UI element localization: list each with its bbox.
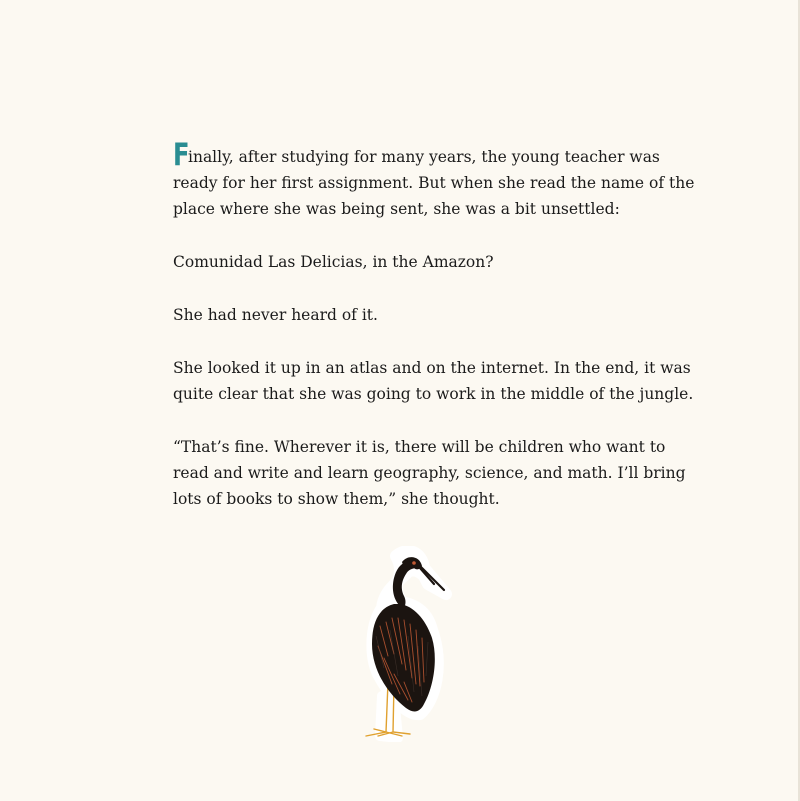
paragraph-5 bbox=[173, 434, 686, 512]
heron-eye bbox=[412, 561, 416, 565]
paragraph-5-line-3: lots of books to show them,” she thought. bbox=[173, 490, 500, 508]
paragraph-4-line-1: She looked it up in an atlas and on the internet. In the end, it was bbox=[173, 359, 691, 377]
paragraph-1 bbox=[173, 137, 695, 222]
paragraph-5-line-1: “That’s fine. Wherever it is, there will be children who want to bbox=[173, 438, 666, 456]
paragraph-5-line-2: read and write and learn geography, science, and math. I’ll bring bbox=[173, 464, 686, 482]
paragraph-4 bbox=[173, 355, 694, 407]
paragraph-1-line-2: ready for her first assignment. But when she read the name of the bbox=[173, 174, 695, 192]
paragraph-3: She had never heard of it. bbox=[173, 306, 378, 324]
drop-cap: F bbox=[173, 137, 190, 173]
paragraph-1-line-3: place where she was being sent, she was a bit unsettled: bbox=[173, 200, 620, 218]
paragraph-1-line-1: inally, after studying for many years, the young teacher was bbox=[188, 148, 660, 166]
paragraph-4-line-2: quite clear that she was going to work in the middle of the jungle. bbox=[173, 385, 694, 403]
story-text bbox=[173, 137, 695, 539]
heron-illustration bbox=[348, 546, 452, 742]
paragraph-2: Comunidad Las Delicias, in the Amazon? bbox=[173, 253, 494, 271]
